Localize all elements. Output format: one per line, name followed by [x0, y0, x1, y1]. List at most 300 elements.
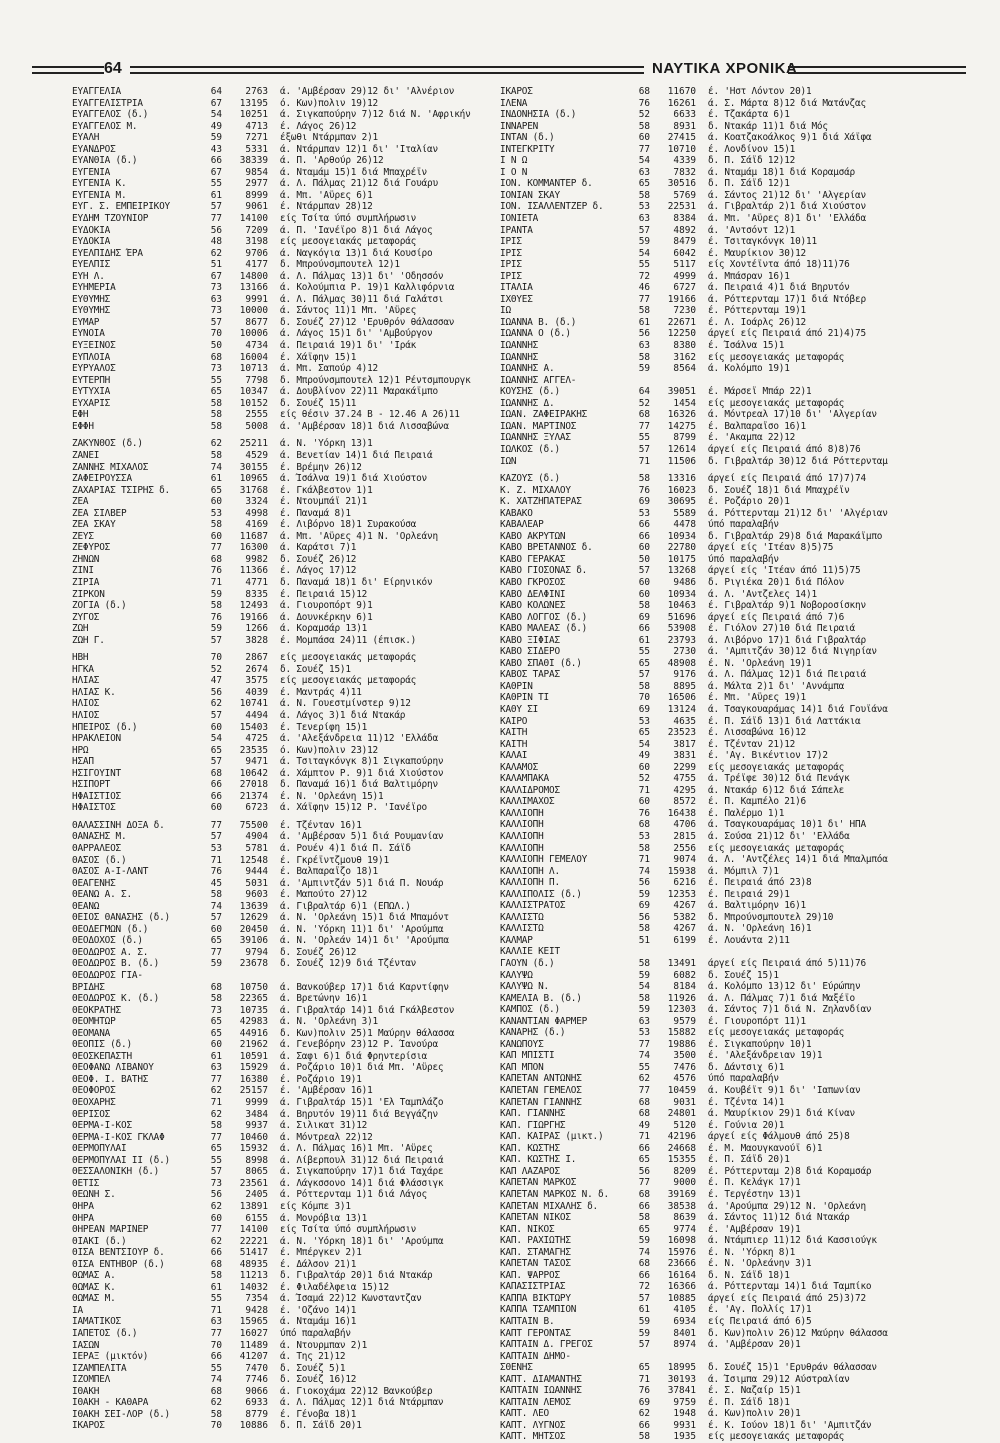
ship-year: 67 — [210, 270, 222, 282]
ship-tonnage: 13166 — [239, 282, 268, 294]
ship-tonnage: 24668 — [667, 1142, 696, 1154]
ship-tonnage: 1935 — [673, 1431, 696, 1443]
ship-status: ά. Βηρυτόν 19)11 διά Βεγγάζην — [280, 1108, 438, 1120]
ship-status: ά. Ναγκόγια 13)1 διά Κουσίρο — [280, 247, 433, 259]
ship-row — [72, 121, 492, 133]
ship-row — [500, 923, 920, 935]
ship-status: ά. Λ. Πάλμας 21)12 διά Γουάρυ — [280, 178, 438, 190]
ship-year: 76 — [638, 807, 650, 819]
ship-tonnage: 2763 — [245, 86, 268, 97]
ship-tonnage: 13891 — [239, 1200, 268, 1212]
ship-row — [72, 213, 492, 225]
ship-row — [500, 981, 920, 993]
ship-status: έ. 'Οζάνο 14)1 — [280, 1304, 357, 1316]
ship-status — [696, 375, 920, 387]
ship-name: ΙΚΑΡΟΣ — [500, 86, 533, 97]
ship-status — [268, 970, 492, 982]
ship-row — [500, 1247, 920, 1259]
ship-name: ΚΑΒΑΛΕΑΡ — [500, 519, 544, 531]
ship-status: δ. Σουέζ 15)1 — [280, 663, 351, 675]
ship-name: ΖΩΗ Γ. — [72, 634, 105, 646]
ship-year — [202, 970, 222, 982]
ship-row — [500, 531, 920, 543]
ship-status: δ. Σουέζ 27)12 'Ερυθρόν θάλασσαν — [280, 316, 455, 328]
ship-name: ΚΑΛΛΙΟΠΗ Λ. — [500, 865, 560, 877]
ship-name: ΕΥΠΛΟΙΑ — [72, 351, 111, 363]
ship-name: ΚΑΒΟ ΒΡΕΤΑΝΝΟΣ δ. — [500, 542, 593, 554]
ship-name: ΚΑΠΕΤΑΝ ΓΕΜΕΛΟΣ — [500, 1085, 582, 1097]
ship-year: 62 — [638, 1408, 650, 1420]
ship-row — [72, 1316, 492, 1328]
ship-status: έ. Τζένταν 21)12 — [708, 738, 796, 750]
ship-name: ΖΙΡΙΑ — [72, 576, 100, 588]
ship-row — [500, 1154, 920, 1166]
ship-row — [72, 519, 492, 531]
ship-year: 53 — [638, 201, 650, 213]
ship-status: δ. Π. Σάϊδ 12)12 — [708, 155, 796, 167]
ship-status: δ. Γιβραλτάρ 29)8 διά Μαρακάϊμπο — [708, 530, 883, 542]
ship-year: 51 — [210, 259, 222, 271]
ship-name: ΗΦΑΙΣΤΙΟΣ — [72, 790, 121, 802]
ship-year: 65 — [638, 1362, 650, 1374]
ship-tonnage: 3828 — [245, 634, 268, 646]
ship-year: 58 — [638, 992, 650, 1004]
ship-status: ά. Πειραιά 4)1 διά Βηρυτόν — [708, 282, 850, 294]
ship-name: ΗΛΙΟΣ — [72, 698, 100, 710]
ship-tonnage: 8564 — [673, 363, 696, 375]
ship-status: έ. Τεργέστην 13)1 — [708, 1188, 801, 1200]
ship-row — [500, 271, 920, 283]
ship-row — [500, 831, 920, 843]
ship-name: Κ. ΧΑΤΖΗΠΑΤΕΡΑΣ — [500, 496, 582, 508]
ship-row — [72, 1420, 492, 1432]
ship-status: ά. Ρόττερνταμ 17)1 διά Ντόβερ — [708, 293, 866, 305]
ship-name: ΚΑΖΟΥΣ (δ.) — [500, 473, 560, 485]
ship-name: ΚΑΠΕΤΑΝ ΜΙΧΑΛΗΣ δ. — [500, 1200, 598, 1212]
ship-tonnage: 3500 — [673, 1050, 696, 1062]
ship-year: 58 — [210, 409, 222, 421]
ship-year: 69 — [638, 900, 650, 912]
ship-name: ΕΥΕΛΠΙΔΗΣ ΈΡΑ — [72, 247, 143, 259]
ship-year: 77 — [638, 1085, 650, 1097]
ship-row — [500, 1085, 920, 1097]
ship-year: 59 — [638, 1235, 650, 1247]
ship-status: έ. Ν. 'Υόρκη 8)1 — [708, 1246, 796, 1258]
ship-status: έ. 'Ηστ Λόντον 20)1 — [708, 86, 812, 97]
ship-row — [500, 1131, 920, 1143]
ship-year: 69 — [638, 611, 650, 623]
ship-tonnage: 10000 — [239, 305, 268, 317]
ship-tonnage: 7230 — [673, 305, 696, 317]
ship-row — [500, 716, 920, 728]
ship-tonnage: 4771 — [245, 576, 268, 588]
ship-row — [72, 132, 492, 144]
ship-name: ΙΩΑΝΝΗΣ ΞΥΛΑΣ — [500, 432, 571, 444]
ship-tonnage: 9428 — [245, 1304, 268, 1316]
ship-tonnage: 15938 — [667, 865, 696, 877]
ship-year: 67 — [210, 97, 222, 109]
ship-year: 60 — [210, 530, 222, 542]
ship-name: ΘΕΩΝΗ Σ. — [72, 1189, 116, 1201]
ship-tonnage: 10347 — [239, 386, 268, 398]
ship-tonnage: 6633 — [673, 109, 696, 121]
ship-year: 57 — [638, 443, 650, 455]
ship-year: 61 — [210, 1281, 222, 1293]
ship-tonnage: 11506 — [667, 455, 696, 467]
ship-name: ΚΑΛΥΨΩ Ν. — [500, 981, 549, 993]
ship-status: ά. Γενεβόρην 23)12 Ρ. Ίανούρα — [280, 1039, 438, 1051]
ship-year: 62 — [210, 1085, 222, 1097]
ship-name: ΘΕΡΜΟΠΥΛΑΙ ΙΙ (δ.) — [72, 1154, 170, 1166]
ship-tonnage: 9759 — [673, 1396, 696, 1408]
ship-year: 60 — [638, 761, 650, 773]
ship-status: είς μεσογειακάς μεταφοράς — [280, 236, 417, 248]
ship-year: 63 — [638, 213, 650, 225]
ship-row — [72, 878, 492, 890]
ship-row — [72, 1247, 492, 1259]
ship-status: ά. Ν. 'Υόρκη 18)1 δι' 'Αρούμπα — [280, 1235, 444, 1247]
ship-tonnage: 10886 — [239, 1420, 268, 1432]
ship-name: ΙΖΑΜΠΕΛΙΤΑ — [72, 1362, 127, 1374]
ship-row — [500, 565, 920, 577]
ship-tonnage: 10934 — [667, 530, 696, 542]
ship-row — [500, 681, 920, 693]
ship-tonnage: 9937 — [245, 1120, 268, 1132]
ship-tonnage: 9000 — [673, 1177, 696, 1189]
ship-year: 43 — [210, 143, 222, 155]
ship-name: ΙΩΑΝΝΗΣ Α. — [500, 363, 555, 375]
ship-name: ΘΕΟΦΑΝΩ ΛΙΒΑΝΟΥ — [72, 1062, 154, 1074]
ship-name: ΚΑΒΟ ΔΕΛΦΙΝΙ — [500, 588, 566, 600]
ship-tonnage: 9074 — [673, 854, 696, 866]
ship-status: έ. Χάϊφην 15)1 — [280, 351, 357, 363]
ship-year: 73 — [210, 1004, 222, 1016]
ship-tonnage: 8384 — [673, 213, 696, 225]
ship-row — [500, 1258, 920, 1270]
ship-year: 77 — [210, 1224, 222, 1236]
ship-name: ΘΑΣΟΣ Α-Ι-ΛΑΝΤ — [72, 866, 149, 878]
ship-year: 52 — [638, 773, 650, 785]
ship-name: ΚΑΛΛΙΟΠΗ — [500, 842, 544, 854]
ship-tonnage: 2867 — [245, 652, 268, 664]
ship-status: ά. Μπ. 'Αϋρες 8)1 δι' 'Ελλάδα — [708, 213, 866, 225]
ship-row — [500, 259, 920, 271]
ship-name: ΘΑΝΑΣΗΣ Μ. — [72, 831, 127, 843]
ship-row — [500, 739, 920, 751]
ship-status: δ. Σουέζ 5)1 — [280, 1362, 346, 1374]
ship-year: 58 — [210, 420, 222, 432]
ship-status: ά. Ίσαμά 22)12 Κωνσταντζαν — [280, 1293, 422, 1305]
ship-row — [500, 796, 920, 808]
ship-row — [72, 317, 492, 329]
ship-row — [500, 1016, 920, 1028]
ship-tonnage: 15976 — [667, 1246, 696, 1258]
ship-tonnage — [650, 946, 696, 958]
ship-status: ά. Ρόττερνταμ 21)12 δι' 'Αλγέριαν — [708, 507, 888, 519]
ship-name: ΕΥΗΜΕΡΙΑ — [72, 282, 116, 294]
ship-name: ΚΑΛΛΙΔΡΟΜΟΣ — [500, 784, 560, 796]
ship-status: ό. Κων)πολιν 23)12 — [280, 744, 378, 756]
ship-year: 63 — [210, 1062, 222, 1074]
ship-row — [500, 1166, 920, 1178]
ship-row — [500, 1431, 920, 1443]
header-rule-middle — [130, 66, 644, 68]
ship-year: 69 — [638, 703, 650, 715]
header-rule-middle-lower — [130, 72, 644, 74]
ship-year: 49 — [210, 120, 222, 132]
ship-row — [500, 900, 920, 912]
ship-name: ΙΩΛΚΟΣ (δ.) — [500, 443, 560, 455]
ship-tonnage: 22671 — [667, 316, 696, 328]
ship-tonnage: 4734 — [245, 340, 268, 352]
ship-name: ΚΑΠΤ ΓΕΡΟΝΤΑΣ — [500, 1327, 571, 1339]
ship-year: 68 — [210, 1258, 222, 1270]
ship-row — [500, 1362, 920, 1374]
ship-year: 76 — [210, 565, 222, 577]
ship-year: 56 — [638, 328, 650, 340]
ship-status: δ. Σουέζ 15)11 — [280, 397, 357, 409]
ship-status: ά. Μονρόβια 13)1 — [280, 1212, 368, 1224]
ship-status: έ. Τσιταγκόνγκ 10)11 — [708, 236, 817, 248]
ship-status: έ. Δάλσον 21)1 — [280, 1258, 357, 1270]
ship-tonnage: 10175 — [667, 553, 696, 565]
ship-name: ΖΗΝΩΝ — [72, 553, 100, 565]
ship-name: ΙΩ — [500, 305, 511, 317]
ship-name: ΘΕΟΔΩΡΟΣ Κ. (δ.) — [72, 993, 160, 1005]
ship-row — [72, 271, 492, 283]
ship-row — [72, 450, 492, 462]
ship-status: ά. Σάντος 11)1 Μπ. 'Αϋρες — [280, 305, 417, 317]
header-rule-right — [788, 66, 966, 68]
ship-status — [696, 1351, 920, 1363]
ship-status: ά. Χάμπτον Ρ. 9)1 διά Χιούστον — [280, 767, 444, 779]
ship-name: ΖΕΥΣ — [72, 530, 94, 542]
ship-row — [72, 912, 492, 924]
ship-name: ΕΦΦΗ — [72, 420, 94, 432]
ship-year: 68 — [210, 553, 222, 565]
ship-row — [500, 144, 920, 156]
ship-status: ά. Σάντος 21)12 δι' 'Αλγερίαν — [708, 189, 866, 201]
ship-row — [72, 565, 492, 577]
ship-row — [72, 687, 492, 699]
ship-name: Κ. Ζ. ΜΙΧΑΛΟΥ — [500, 484, 571, 496]
ship-name: ΙΩΑΝΝΗΣ Δ. — [500, 397, 555, 409]
ship-row — [72, 1155, 492, 1167]
ship-year: 74 — [638, 1246, 650, 1258]
ship-tonnage: 4713 — [245, 120, 268, 132]
ship-tonnage: 23793 — [667, 634, 696, 646]
ship-tonnage: 8779 — [245, 1408, 268, 1420]
ship-year: 58 — [638, 600, 650, 612]
ship-row — [72, 473, 492, 485]
ship-row — [72, 305, 492, 317]
ship-status: ά. Λ. Πάλμας 13)1 δι' 'Οδησσόν — [280, 270, 444, 282]
ship-row — [72, 1028, 492, 1040]
ship-tonnage: 12548 — [239, 854, 268, 866]
ship-status: έ. Πειραιά 29)1 — [708, 888, 790, 900]
ship-name: ΙΑΣΩΝ — [72, 1339, 100, 1351]
ship-name: ΕΥΑΓΓΕΛΙΑ — [72, 86, 121, 97]
ship-status: ά. 'Αλεξάνδρεια 11)12 'Ελλάδα — [280, 733, 438, 745]
ship-name: ΚΑΛΛΙΣΤΩ — [500, 911, 544, 923]
ship-status: ά. Λάγκσσονο 14)1 διά Φλάσσιγκ — [280, 1177, 444, 1189]
ship-tonnage: 4339 — [673, 155, 696, 167]
ship-year: 60 — [638, 796, 650, 808]
ship-status: δ. Π. Σάϊδ 20)1 — [280, 1420, 362, 1432]
ship-status: ά. Μπ. Σαπούρ 4)12 — [280, 363, 378, 375]
ship-name: ΙΟΝΙΑΝ ΣΚΑΥ — [500, 189, 560, 201]
ship-row — [72, 635, 492, 647]
ship-row — [72, 1397, 492, 1409]
ship-row — [500, 1027, 920, 1039]
ship-status: άργεί είς 'Ιτέαν 8)5)75 — [708, 542, 834, 554]
ship-row — [500, 866, 920, 878]
ship-row — [500, 1224, 920, 1236]
ship-row — [72, 982, 492, 994]
ship-name: ΖΕΦΥΡΟΣ — [72, 542, 111, 554]
ship-year: 62 — [210, 247, 222, 259]
ship-row — [72, 756, 492, 768]
ship-year: 61 — [638, 316, 650, 328]
ship-row — [72, 1143, 492, 1155]
ship-year: 58 — [638, 305, 650, 317]
ship-year: 66 — [210, 779, 222, 791]
ship-status: ά. Ν. 'Ορλεάνη 3)1 — [280, 1016, 378, 1028]
ship-tonnage: 19166 — [667, 293, 696, 305]
ship-tonnage: 4267 — [673, 900, 696, 912]
ship-name: ΖΕΑ ΣΚΑΥ — [72, 519, 116, 531]
ship-tonnage: 4105 — [673, 1304, 696, 1316]
ship-name: ΙΝΤΕΓΚΡΙΤΥ — [500, 143, 555, 155]
ship-name: ΘΩΜΑΣ Κ. — [72, 1281, 116, 1293]
ship-row — [500, 877, 920, 889]
ship-year: 65 — [210, 935, 222, 947]
ship-name: ΚΑΝΩΠΟΥΣ — [500, 1038, 544, 1050]
ship-name: ΚΑΠΤΑΙΝ ΔΗΜΟ- — [500, 1350, 571, 1362]
ship-name: ΚΑΠ ΜΠΟΝ — [500, 1061, 544, 1073]
ship-year: 76 — [638, 1385, 650, 1397]
ship-status: έ. Πειραιά 15)12 — [280, 588, 368, 600]
ship-status: ά. Κοατζακοάλκος 9)1 διά Χάϊφα — [708, 132, 872, 144]
ship-name: ΘΑΣΟΣ (δ.) — [72, 854, 127, 866]
ship-status: έ. Γιβραλτάρ 9)1 Νοβοροσίσκην — [708, 600, 866, 612]
ship-year: 65 — [638, 178, 650, 190]
ship-tonnage: 7832 — [673, 166, 696, 178]
ship-tonnage: 10591 — [239, 1050, 268, 1062]
ship-row — [500, 970, 920, 982]
ship-row — [500, 1281, 920, 1293]
ship-name: ΕΥΑΝΔΡΟΣ — [72, 143, 116, 155]
ship-name: ΘΕΟΔΩΡΟΣ ΓΙΑ- — [72, 970, 143, 982]
ship-year: 68 — [210, 1385, 222, 1397]
ship-row — [72, 652, 492, 664]
ship-status: ά. Μόμπιλ 7)1 — [708, 865, 779, 877]
ship-name: ΘΕΙΟΣ ΘΑΝΑΣΗΣ (δ.) — [72, 912, 170, 924]
ship-status: ά. Ντάρμπαν 12)1 δι' 'Ιταλίαν — [280, 143, 438, 155]
ship-row — [500, 1143, 920, 1155]
ship-tonnage: 4892 — [673, 224, 696, 236]
ship-name: ΙΑ — [72, 1304, 83, 1316]
ship-status: ά. Τσιταγκόνγκ 8)1 Σιγκαπούρην — [280, 756, 444, 768]
ship-tonnage — [650, 1351, 696, 1363]
ship-status: ά. Μπ. 'Αϋρες 4)1 Ν. 'Ορλεάνη — [280, 530, 438, 542]
ship-row — [72, 1074, 492, 1086]
ship-name: ΗΦΑΙΣΤΟΣ — [72, 802, 116, 814]
ship-name: ΘΕΟΜΗΤΩΡ — [72, 1016, 116, 1028]
ship-year: 76 — [210, 866, 222, 878]
ship-row — [500, 1062, 920, 1074]
ship-status: ά. Ν. 'Ορλεάν 14)1 δι' 'Αρούμπα — [280, 935, 449, 947]
ship-name: ΕΥΑΓΓΕΛΙΣΤΡΙΑ — [72, 97, 143, 109]
ship-row — [500, 386, 920, 398]
ship-status: ύπό παραλαβήν — [280, 1327, 351, 1339]
ship-year: 69 — [638, 1396, 650, 1408]
ship-tonnage: 25211 — [239, 438, 268, 450]
ship-name: ΕΥΓΕΝΙΑ Μ. — [72, 189, 127, 201]
ship-row — [500, 190, 920, 202]
ship-name: ΙΩΑΝΝΑ Ο (δ.) — [500, 328, 571, 340]
ship-year: 65 — [210, 1016, 222, 1028]
ship-row — [500, 1304, 920, 1316]
ship-status: έ. Βρέμην 26)12 — [280, 461, 362, 473]
ship-name: ΕΥΡΥΑΛΟΣ — [72, 363, 116, 375]
ship-status: ά. Λάγος 15)1 δι' 'Αμβούργον — [280, 328, 433, 340]
ship-name: ΚΑΛΛΙΟΠΗ — [500, 831, 544, 842]
ship-name: ΚΑΛΛΙΟΠΗ — [500, 807, 544, 819]
ship-name: ΚΑΠΕΤΑΝ ΤΑΣΟΣ — [500, 1258, 571, 1270]
ship-name: ΗΒΗ — [72, 652, 89, 664]
ship-name: ΘΕΡΙΣΟΣ — [72, 1108, 111, 1120]
ship-row — [72, 1224, 492, 1236]
ship-tonnage: 9444 — [245, 866, 268, 878]
ship-name: ΖΕΑ — [72, 496, 89, 508]
ship-row — [72, 1236, 492, 1248]
ship-row — [500, 109, 920, 121]
ship-row — [72, 1166, 492, 1178]
ship-year: 57 — [638, 1292, 650, 1304]
ship-name: ΘΕΡΜΟΠΥΛΑΙ — [72, 1143, 127, 1155]
ship-name: ΘΕΑΓΕΝΗΣ — [72, 877, 116, 889]
ship-year: 49 — [638, 750, 650, 762]
ship-tonnage: 2405 — [245, 1189, 268, 1201]
ship-name: ΚΑΛΛΙΟΠΗ — [500, 819, 544, 831]
ship-status: έξωθι Ντάρμπαν 2)1 — [280, 132, 378, 144]
ship-tonnage: 3162 — [673, 351, 696, 363]
ship-tonnage: 13195 — [239, 97, 268, 109]
journal-title: ΝΑΥΤΙΚΑ ΧΡΟΝΙΚΑ — [652, 60, 798, 77]
ship-year: 64 — [210, 86, 222, 97]
ship-year: 60 — [210, 496, 222, 508]
ship-tonnage: 16300 — [239, 542, 268, 554]
ship-name: ΚΑΒΟ ΞΙΦΙΑΣ — [500, 634, 560, 646]
ship-row — [72, 1213, 492, 1225]
ship-tonnage: 41207 — [239, 1351, 268, 1363]
ship-name: ΕΥΜΑΡ — [72, 316, 100, 328]
ship-status: ά. Λ. 'Αντζέλες 14)1 διά Μπαλμπόα — [708, 854, 888, 866]
ship-year: 54 — [638, 981, 650, 993]
ship-tonnage: 16164 — [667, 1269, 696, 1281]
ship-status: ά. Γιβραλτάρ 14)1 διά Γκάλβεστον — [280, 1004, 455, 1016]
ship-tonnage: 6042 — [673, 247, 696, 259]
ship-status: ά. Λ. Πάλμας 12)1 διά Πειραιά — [708, 669, 866, 681]
ship-year: 59 — [638, 888, 650, 900]
ship-row — [72, 1189, 492, 1201]
ship-name: ΚΑΠ ΜΠΙΣΤΙ — [500, 1050, 555, 1062]
ship-status: ά. Ντουρμπαν 2)1 — [280, 1339, 368, 1351]
ship-row — [72, 1132, 492, 1144]
ship-name: ΙΡΙΣ — [500, 247, 522, 259]
ship-tonnage: 15965 — [239, 1316, 268, 1328]
